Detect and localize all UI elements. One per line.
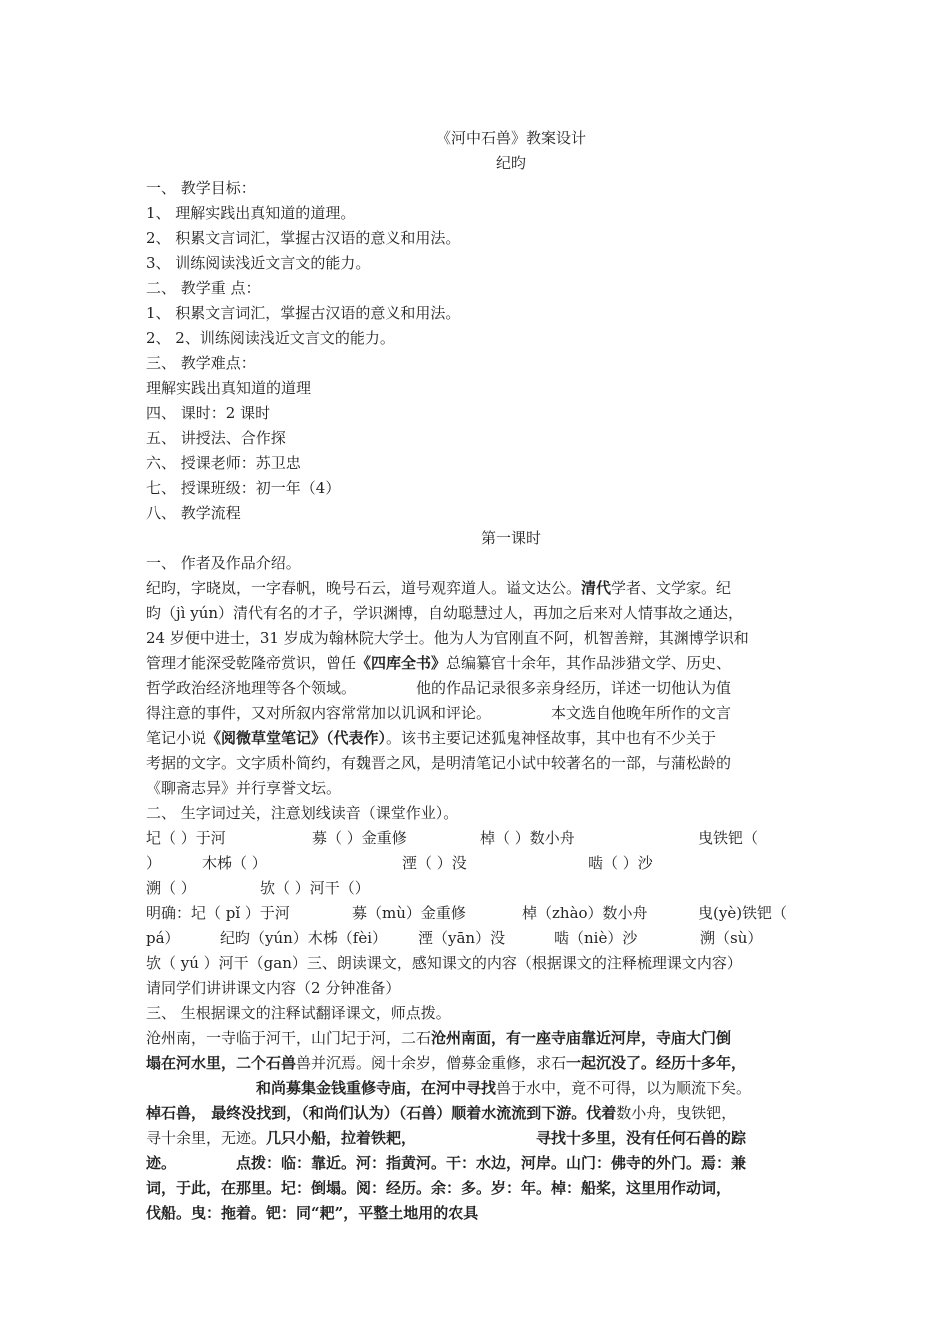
intro-text: 笔记小说: [146, 729, 207, 747]
vocab-line: [146, 826, 816, 850]
answer-item: pá）: [146, 929, 180, 947]
intro-text: 管理才能深受乾隆帝赏识，曾任: [146, 654, 357, 672]
answer-item: 溯（sù）: [700, 929, 763, 947]
intro-bold: 《四库全书》: [356, 654, 447, 672]
translation-bold: 几只小船，拉着铁耙，: [266, 1129, 417, 1147]
vocab-item: 曳铁钯（: [698, 829, 759, 847]
intro-line: [146, 701, 816, 725]
intro-text: 哲学政治经济地理等各个领域。: [146, 679, 357, 697]
goal-item: 1、 理解实践出真知道的道理。: [146, 204, 356, 222]
document-author: 纪昀: [495, 154, 526, 172]
translation-line: 伐船。曳：拖着。钯：同“耙”，平整土地用的农具: [146, 1204, 479, 1222]
translation-bold: 棹石兽， 最终没找到，（和尚们认为）（石兽）顺着水流流到下游。伐着: [146, 1104, 617, 1122]
intro-text: 。该书主要记述狐鬼神怪故事，其中也有不少关于: [386, 729, 717, 747]
goal-item: 2、 积累文言词汇，掌握古汉语的意义和用法。: [146, 229, 461, 247]
translation-line: [146, 1101, 816, 1125]
answer-item: 曳(yè)铁钯（: [698, 904, 788, 922]
vocab-item: 欤（ ）河干（）: [260, 879, 370, 897]
translation-bold: 点拨：临：靠近。河：指黄河。干：水边，河岸。山门：佛寺的外门。焉：兼: [236, 1154, 747, 1172]
vocab-item: 圮（ ）于河: [146, 829, 226, 847]
answer-item: 募（mù）金重修: [352, 904, 466, 922]
keypoint-item: 1、 积累文言词汇，掌握古汉语的意义和用法。: [146, 304, 461, 322]
goal-item: 3、 训练阅读浅近文言文的能力。: [146, 254, 371, 272]
translation-line: 词，于此，在那里。圮：倒塌。阅：经历。余：多。岁：年。棹：船桨，这里用作动词，: [146, 1179, 732, 1197]
answer-item: 啮（niè）沙: [554, 929, 638, 947]
translation-bold: 塌在河水里，二个石兽: [146, 1054, 297, 1072]
vocab-line: [146, 851, 816, 875]
section-heading: 五、 讲授法、合作探: [146, 429, 286, 447]
section-heading: 七、 授课班级：初一年（4）: [146, 479, 341, 497]
intro-text: 总编纂官十余年，其作品涉猎文学、历史、: [446, 654, 732, 672]
translation-bold: 一起沉没了。经历十多年，: [566, 1054, 747, 1072]
translation-line: [146, 1151, 816, 1175]
translation-bold: 迹。: [146, 1154, 177, 1172]
vocab-item: 溯（ ）: [146, 879, 196, 897]
intro-line: [146, 776, 816, 800]
answer-item: 纪昀（yún）木柹（fèi）: [220, 929, 388, 947]
intro-text: 考据的文字。文字质朴简约，有魏晋之风，是明清笔记小试中较著名的一部，与蒲松龄的: [146, 754, 732, 772]
keypoint-item: 2、 2、训练阅读浅近文言文的能力。: [146, 329, 395, 347]
section-heading: 八、 教学流程: [146, 504, 241, 522]
intro-text: 《聊斋志异》并行享誉文坛。: [146, 779, 342, 797]
translation-bold: 沧州南面，有一座寺庙靠近河岸，寺庙大门倒: [431, 1029, 732, 1047]
intro-text: 学者、文学家。纪: [611, 579, 732, 597]
intro-line: [146, 626, 816, 650]
answer-item: 明确：圮（ pǐ ）于河: [146, 904, 290, 922]
answer-item: 棹（zhào）数小舟: [522, 904, 648, 922]
answer-item: 湮（yān）没: [418, 929, 506, 947]
section-heading: 二、 教学重 点：: [146, 279, 261, 297]
document-title: 《河中石兽》教案设计: [435, 129, 586, 147]
vocab-line: [146, 876, 816, 900]
translation-line: [146, 1076, 816, 1100]
vocab-item: 棹（ ）数小舟: [480, 829, 575, 847]
intro-line: [146, 601, 816, 625]
original-text: 寻十余里，无迹。: [146, 1129, 267, 1147]
difficulty-text: 理解实践出真知道的道理: [146, 379, 312, 397]
section-heading: 四、 课时：2 课时: [146, 404, 271, 422]
intro-line: [146, 726, 816, 750]
intro-text: 昀（jì yún）清代有名的才子，学识渊博，自幼聪慧过人，再加之后来对人情事故之通达，: [146, 604, 744, 622]
original-text: 兽于水中，竟不可得，以为顺流下矣。: [496, 1079, 752, 1097]
answer-line: [146, 926, 816, 950]
intro-text: 24 岁便中进士，31 岁成为翰林院大学士。他为人为官刚直不阿，机智善辩，其渊博学识和: [146, 629, 749, 647]
section-heading: 三、 教学难点：: [146, 354, 256, 372]
translation-line: [146, 1026, 816, 1050]
translation-bold: 和尚募集金钱重修寺庙，在河中寻找: [256, 1079, 497, 1097]
lesson-heading: 第一课时: [480, 529, 541, 547]
translation-line: [146, 1126, 816, 1150]
intro-bold: 清代: [581, 579, 612, 597]
vocab-item: 募（ ）金重修: [312, 829, 407, 847]
translation-line: [146, 1051, 816, 1075]
vocab-item: 木柹（ ）: [202, 854, 267, 872]
intro-text: 纪昀，字晓岚，一字春帆，晚号石云，道号观弈道人。谥文达公。: [146, 579, 582, 597]
vocab-item: 湮（ ）没: [402, 854, 467, 872]
original-text: 兽并沉焉。阅十余岁，僧募金重修，求石: [296, 1054, 567, 1072]
section-heading: 三、 生根据课文的注释试翻译课文，师点拨。: [146, 1004, 451, 1022]
original-text: 数小舟，曳铁钯，: [616, 1104, 737, 1122]
intro-line: [146, 576, 816, 600]
vocab-item: 啮（ ）沙: [588, 854, 653, 872]
original-text: 沧州南，一寺临于河干，山门圮于河，二石: [146, 1029, 432, 1047]
intro-line: [146, 751, 816, 775]
intro-text: 他的作品记录很多亲身经历，详述一切他认为值: [416, 679, 732, 697]
answer-line: 请同学们讲讲课文内容（2 分钟准备）: [146, 979, 401, 997]
answer-line: 欤（ yú ）河干（gan）三、朗读课文，感知课文的内容（根据课文的注释梳理课文内容）: [146, 954, 742, 972]
translation-bold: 寻找十多里，没有任何石兽的踪: [536, 1129, 747, 1147]
intro-text: 本文选自他晚年所作的文言: [551, 704, 732, 722]
section-heading: 二、 生字词过关，注意划线读音（课堂作业）。: [146, 804, 459, 822]
intro-line: [146, 651, 816, 675]
section-heading: 六、 授课老师：苏卫忠: [146, 454, 301, 472]
intro-line: [146, 676, 816, 700]
intro-bold: 《阅微草堂笔记》（代表作）: [206, 729, 387, 747]
section-heading: 一、 作者及作品介绍。: [146, 554, 301, 572]
answer-line: [146, 901, 816, 925]
intro-text: 得注意的事件，又对所叙内容常常加以讥讽和评论。: [146, 704, 492, 722]
vocab-item: ）: [146, 854, 162, 872]
section-heading: 一、 教学目标：: [146, 179, 256, 197]
